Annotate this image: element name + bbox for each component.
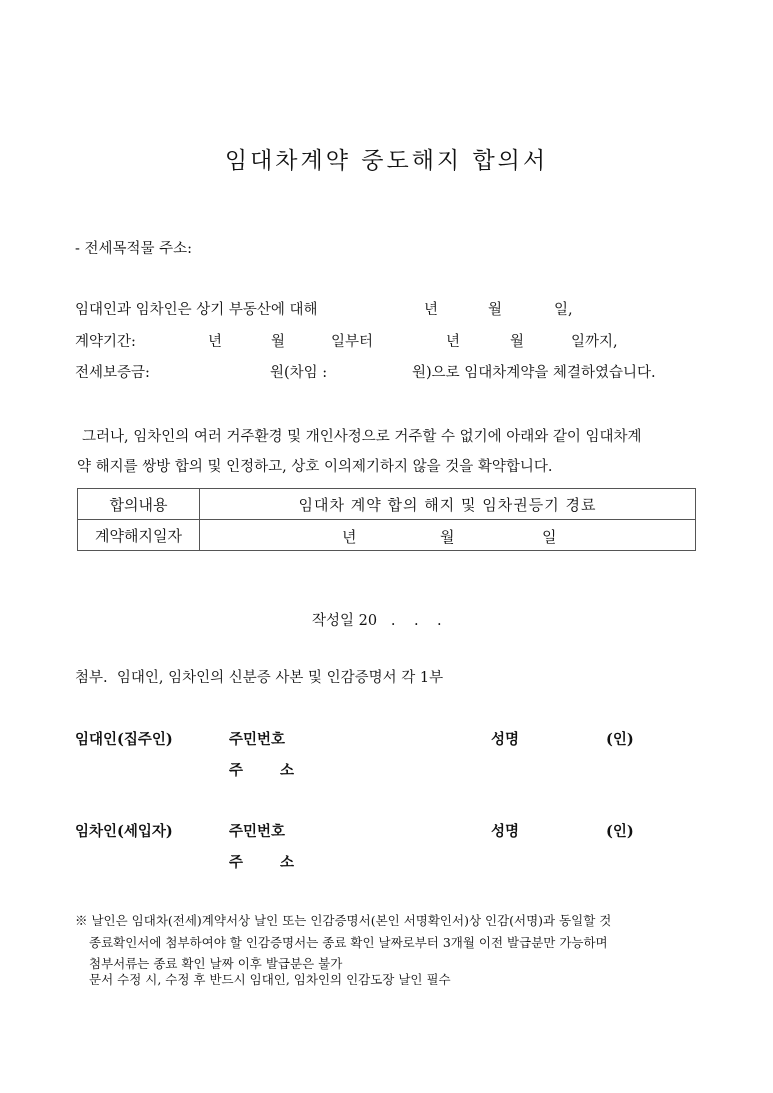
note-line-3: 첨부서류는 종료 확인 날짜 이후 발급분은 불가 [89, 956, 343, 971]
landlord-seal-mark: (인) [606, 731, 634, 748]
agreement-content-label: 합의내용 [78, 489, 200, 520]
table-row [78, 489, 696, 520]
termination-date-label: 계약해지일자 [78, 520, 200, 551]
contract-line-1-year: 년 [424, 302, 439, 318]
tenant-name-label: 성명 [491, 823, 520, 840]
deposit-tail-text: 원)으로 임대차계약을 체결하였습니다. [412, 365, 656, 381]
document-title: 임대차계약 중도해지 합의서 [224, 148, 549, 174]
contract-period-end-day: 일까지, [571, 334, 618, 350]
tenant-id-label: 주민번호 [229, 823, 286, 840]
written-date: 작성일 20 . . . [312, 613, 442, 629]
attachment-note: 첨부. 임대인, 임차인의 신분증 사본 및 인감증명서 각 1부 [75, 670, 444, 686]
contract-line-1-day: 일, [554, 302, 573, 318]
table-row [78, 520, 696, 551]
contract-period-end-month: 월 [510, 334, 525, 350]
deposit-rent-label: 원(차임 : [270, 365, 328, 381]
landlord-role-label: 임대인(집주인) [75, 731, 173, 748]
contract-period-label: 계약기간: [75, 334, 136, 350]
contract-line-1-text: 임대인과 임차인은 상기 부동산에 대해 [75, 302, 318, 318]
tenant-address-label-1: 주 [229, 854, 244, 871]
contract-period-start-year: 년 [208, 334, 223, 350]
landlord-address-label-2: 소 [280, 762, 295, 779]
termination-month: 월 [440, 528, 455, 546]
termination-year: 년 [342, 528, 357, 546]
termination-day: 일 [542, 528, 557, 546]
tenant-seal-mark: (인) [606, 823, 634, 840]
property-address-label: - 전세목적물 주소: [75, 241, 193, 257]
contract-period-end-year: 년 [446, 334, 461, 350]
contract-period-start-month: 월 [271, 334, 286, 350]
note-line-4: 문서 수정 시, 수정 후 반드시 임대인, 임차인의 인감도장 날인 필수 [89, 972, 451, 987]
note-line-1: ※ 날인은 임대차(전세)계약서상 날인 또는 인감증명서(본인 서명확인서)상 인감(서명)과 동일할 것 [75, 913, 612, 928]
contract-line-1-month: 월 [488, 302, 503, 318]
landlord-id-label: 주민번호 [229, 731, 286, 748]
agreement-paragraph-line-1: 그러나, 임차인의 여러 거주환경 및 개인사정으로 거주할 수 없기에 아래와 같이 임대차계 [82, 429, 642, 445]
tenant-role-label: 임차인(세입자) [75, 823, 173, 840]
contract-period-start-day: 일부터 [331, 334, 374, 350]
agreement-paragraph-line-2: 약 해지를 쌍방 합의 및 인정하고, 상호 이의제기하지 않을 것을 확약합니다. [77, 459, 553, 475]
deposit-label: 전세보증금: [75, 365, 150, 381]
landlord-name-label: 성명 [491, 731, 520, 748]
tenant-address-label-2: 소 [280, 854, 295, 871]
agreement-table [77, 488, 696, 551]
landlord-address-label-1: 주 [229, 762, 244, 779]
termination-date-value [200, 520, 696, 551]
agreement-content-value: 임대차 계약 합의 해지 및 임차권등기 경료 [200, 489, 696, 520]
note-line-2: 종료확인서에 첨부하여야 할 인감증명서는 종료 확인 날짜로부터 3개월 이전 발급분만 가능하며 [89, 935, 608, 950]
